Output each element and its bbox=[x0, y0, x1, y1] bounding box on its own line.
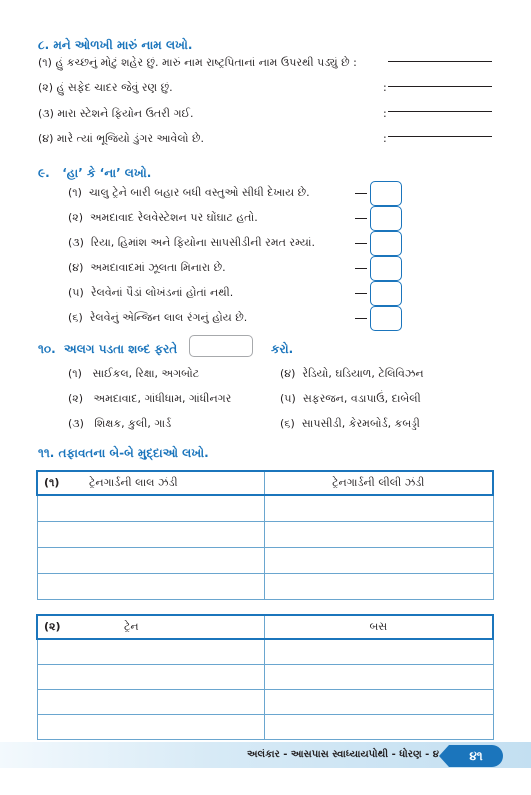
q9-item-2: (૨) અમદાવાદ રેલવેસ્ટેશન પર ઘોંઘાટ હતો. bbox=[68, 211, 258, 224]
answer-box-2[interactable] bbox=[370, 206, 402, 231]
table2-header-1 bbox=[37, 615, 264, 639]
q10-item-3: (૩) શિક્ષક, કુલી, ગાર્ડ bbox=[68, 417, 172, 430]
table-cell[interactable] bbox=[264, 573, 493, 599]
q8-item-1: (૧) હું કચ્છનું મોટું શહેર છું. મારું નામ રાષ્ટ્રપિતાનાં નામ ઉપરથી પડ્યું છે : bbox=[38, 56, 357, 69]
dash bbox=[355, 318, 367, 319]
q8-title: ૮. મને ઓળખી મારું નામ લખો. bbox=[38, 38, 193, 52]
table-cell[interactable] bbox=[37, 495, 264, 521]
q8-item-4: (૪) મારે ત્યાં ભૂજિયો ડુંગર આવેલો છે. bbox=[38, 132, 204, 145]
dash bbox=[355, 268, 367, 269]
table-cell[interactable] bbox=[264, 664, 493, 689]
q8-colon-3: : bbox=[383, 107, 387, 120]
table-cell[interactable] bbox=[264, 714, 493, 739]
table1-col1: ટ્રેનગાર્ડની લાલ ઝંડી bbox=[88, 476, 178, 489]
table-cell[interactable] bbox=[264, 689, 493, 714]
q10-title-end: કરો. bbox=[271, 342, 294, 356]
table-cell[interactable] bbox=[37, 689, 264, 714]
compare-table-2 bbox=[36, 614, 494, 740]
q8-item-2: (૨) હું સફેદ ચાદર જેવું રણ છું. bbox=[38, 81, 173, 94]
table2-num: (૨) bbox=[44, 620, 61, 633]
table-cell[interactable] bbox=[264, 639, 493, 664]
dash bbox=[355, 193, 367, 194]
q8-colon-4: : bbox=[383, 132, 387, 145]
answer-box-6[interactable] bbox=[370, 306, 402, 331]
q8-item-3: (૩) મારા સ્ટેશને ફિયોન ઉતરી ગઈ. bbox=[38, 107, 194, 120]
page-number: ૪૧ bbox=[449, 745, 503, 767]
table2-col1: ટ્રેન bbox=[124, 620, 139, 633]
footer-text: અલંકાર - આસપાસ સ્વાધ્યાયપોથી - ધોરણ - ૪ bbox=[246, 749, 439, 760]
table1-num: (૧) bbox=[44, 476, 60, 489]
answer-box-4[interactable] bbox=[370, 256, 402, 281]
q10-item-4: (૪) રેડિયો, ઘડિયાળ, ટેલિવિઝન bbox=[280, 367, 424, 380]
table-cell[interactable] bbox=[37, 664, 264, 689]
answer-line-2[interactable] bbox=[388, 86, 492, 87]
compare-table-1 bbox=[36, 470, 494, 600]
q11-title: ૧૧. તફાવતના બે-બે મુદ્દાઓ લખો. bbox=[38, 446, 209, 460]
table-cell[interactable] bbox=[37, 547, 264, 573]
table1-col2: ટ્રેનગાર્ડની લીલી ઝંડી bbox=[264, 471, 493, 495]
table-cell[interactable] bbox=[37, 521, 264, 547]
dash bbox=[355, 218, 367, 219]
answer-line-3[interactable] bbox=[388, 111, 492, 112]
answer-line-1[interactable] bbox=[388, 61, 492, 62]
table-cell[interactable] bbox=[37, 714, 264, 739]
dash bbox=[355, 243, 367, 244]
answer-box-5[interactable] bbox=[370, 281, 402, 306]
q9-title: ૯. ‘હા’ કે ‘ના’ લખો. bbox=[38, 166, 152, 180]
answer-box-1[interactable] bbox=[370, 181, 402, 206]
q10-item-2: (૨) અમદાવાદ, ગાંધીધામ, ગાંધીનગર bbox=[68, 392, 232, 405]
table2-col2: બસ bbox=[264, 615, 493, 639]
table-cell[interactable] bbox=[264, 547, 493, 573]
q9-item-1: (૧) ચાલુ ટ્રેને બારી બહાર બધી વસ્તુઓ સીધી દેખાય છે. bbox=[68, 186, 310, 199]
table-cell[interactable] bbox=[37, 573, 264, 599]
table-cell[interactable] bbox=[264, 521, 493, 547]
q10-item-1: (૧) સાઈકલ, રિક્ષા, અગબોટ bbox=[68, 367, 200, 380]
q9-item-5: (૫) રેલવેનાં પૈડાં લોખંડનાં હોતાં નથી. bbox=[68, 286, 234, 299]
dash bbox=[355, 293, 367, 294]
q10-item-6: (૬) સાપસીડી, કેરમબોર્ડ, કબડ્ડી bbox=[280, 417, 420, 430]
q9-item-6: (૬) રેલવેનું એન્જિન લાલ રંગનું હોય છે. bbox=[68, 311, 248, 324]
q9-item-4: (૪) અમદાવાદમાં ઝૂલતા મિનારા છે. bbox=[68, 261, 226, 274]
q9-item-3: (૩) રિયા, હિમાંશ અને ફિયોના સાપસીડીની રમત રમ્યાં. bbox=[68, 236, 316, 249]
answer-box-3[interactable] bbox=[370, 231, 402, 256]
answer-line-4[interactable] bbox=[388, 136, 492, 137]
q10-item-5: (૫) સફરજન, વડાપાઉં, દાબેલી bbox=[280, 392, 421, 405]
q8-colon-2: : bbox=[383, 81, 387, 94]
table-cell[interactable] bbox=[37, 639, 264, 664]
q10-title: ૧૦. અલગ પડતા શબ્દ ફરતે bbox=[38, 342, 178, 356]
table-cell[interactable] bbox=[264, 495, 493, 521]
table1-header-1 bbox=[37, 471, 264, 495]
circle-sample-box bbox=[189, 335, 253, 357]
